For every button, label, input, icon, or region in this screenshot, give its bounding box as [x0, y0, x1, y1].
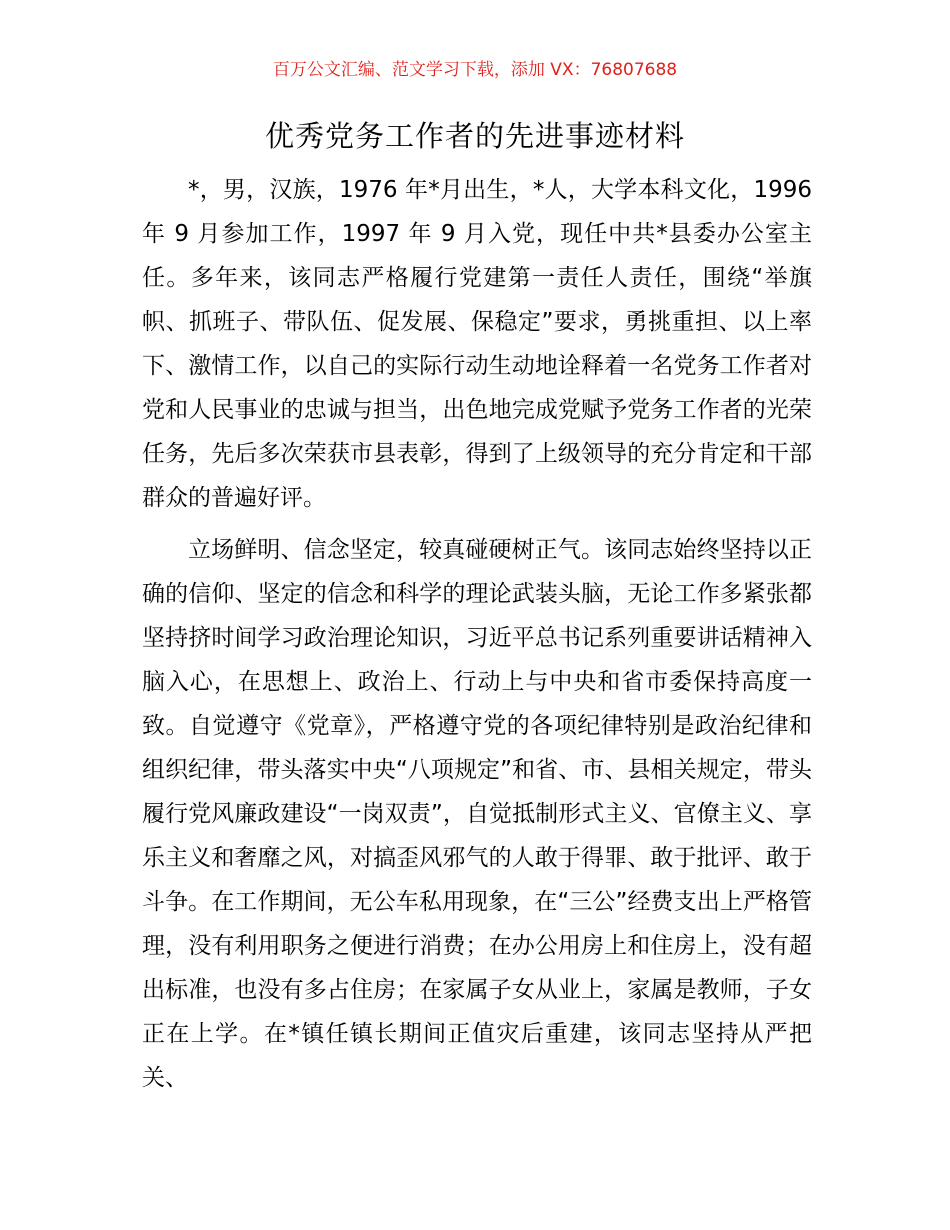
paragraph-intro: *，男，汉族，1976 年*月出生，*人，大学本科文化，1996 年 9 月参加工作，1997 年 9 月入党，现任中共*县委办公室主任。多年来，该同志严格履行党建第一责任人责任，围绕“举旗帜、抓班子、带队伍、促发展、保稳定”要求，勇挑重担、以上率下、激情工作，以自己的实际行动生动地诠释着一名党务工作者对党和人民事业的忠诚与担当，出色地完成党赋予党务工作者的光荣任务，先后多次荣获市县表彰，得到了上级领导的充分肯定和干部群众的普遍好评。 [142, 177, 812, 511]
paragraph-stance: 立场鲜明、信念坚定，较真碰硬树正气。该同志始终坚持以正确的信仰、坚定的信念和科学的理论武装头脑，无论工作多紧张都坚持挤时间学习政治理论知识，习近平总书记系列重要讲话精神入脑入心，在思想上、政治上、行动上与中央和省市委保持高度一致。自觉遵守《党章》，严格遵守党的各项纪律特别是政治纪律和组织纪律，带头落实中央“八项规定”和省、市、县相关规定，带头履行党风廉政建设“一岗双责”，自觉抵制形式主义、官僚主义、享乐主义和奢靡之风，对搞歪风邪气的人敢于得罪、敢于批评、敢于斗争。在工作期间，无公车私用现象，在“三公”经费支出上严格管理，没有利用职务之便进行消费；在办公用房上和住房上，没有超出标准，也没有多占住房；在家属子女从业上，家属是教师，子女正在上学。在*镇任镇长期间正值灾后重建，该同志坚持从严把关、 [142, 537, 812, 1091]
document-body [142, 168, 812, 1100]
header-banner: 百万公文汇编、范文学习下载，添加 VX：76807688 [272, 60, 678, 80]
page-title: 优秀党务工作者的先进事迹材料 [264, 119, 685, 153]
